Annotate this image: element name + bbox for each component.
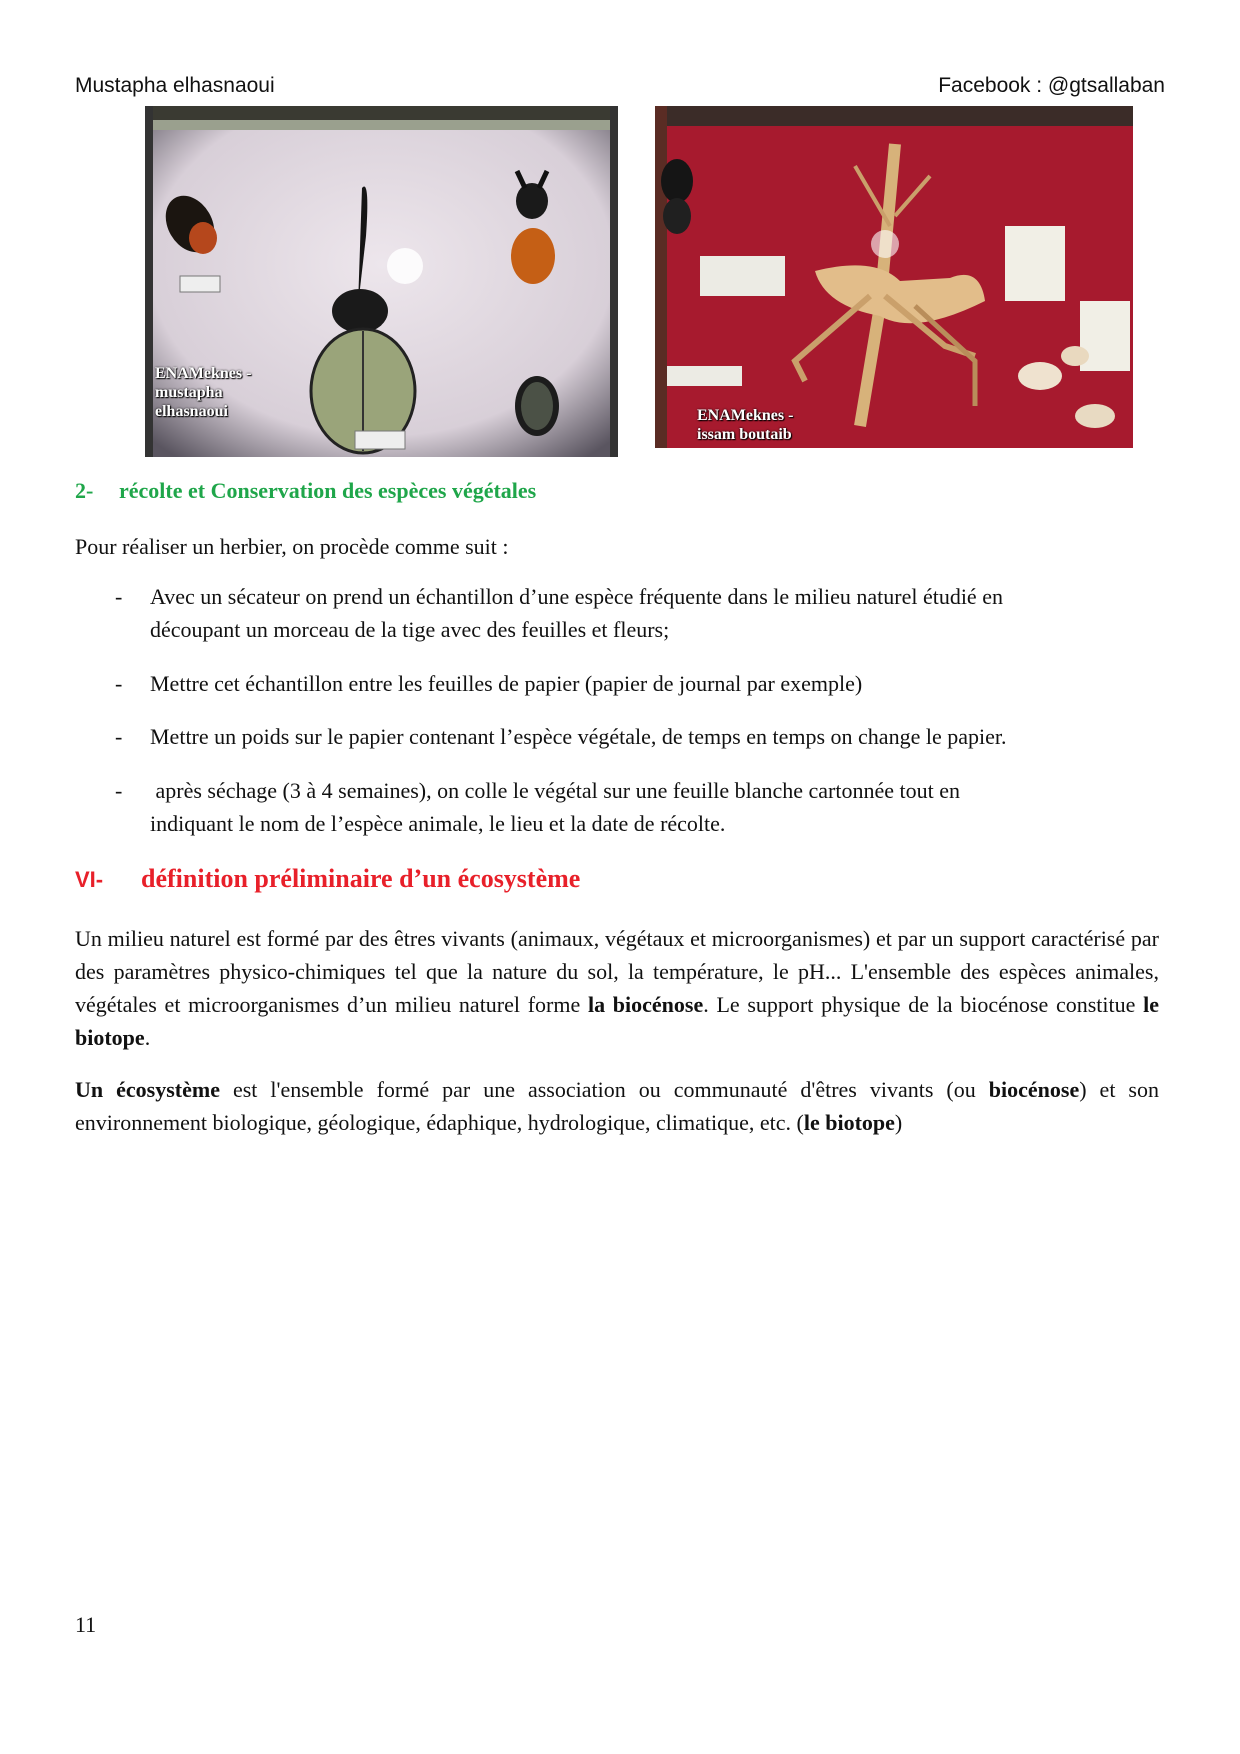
photo-credit-2: ENAMeknes - issam boutaib — [697, 407, 794, 443]
insect-collection-photo — [655, 106, 1133, 448]
insect-collection-image — [655, 106, 1133, 448]
header-contact: Facebook : @gtsallaban — [938, 74, 1165, 97]
section-6-number: VI- — [75, 867, 104, 892]
bullet-dash: - — [115, 724, 123, 749]
beetle-collection-photo — [145, 106, 618, 457]
photo-credit-1: ENAMeknes - mustapha elhasnaoui — [155, 365, 252, 420]
page-number: 11 — [75, 1612, 97, 1637]
bullet-dash: - — [115, 584, 123, 609]
header-author: Mustapha elhasnaoui — [75, 74, 275, 97]
bullet-dash: - — [115, 671, 123, 696]
section-2-heading — [75, 478, 536, 504]
list-item: - Mettre un poids sur le papier contenant l’espèce végétale, de temps en temps on change le papier. — [75, 720, 1159, 753]
herbier-intro: Pour réaliser un herbier, on procède comme suit : — [75, 534, 509, 559]
section-2-title: récolte et Conservation des espèces végétales — [119, 478, 537, 503]
section-2-number: 2- — [75, 478, 94, 503]
section-6-title: définition préliminaire d’un écosystème — [141, 864, 581, 893]
list-item: - Avec un sécateur on prend un échantillon d’une espèce fréquente dans le milieu naturel étudié en découpant un morceau de la tige avec des feuilles et fleurs; — [75, 580, 1159, 646]
milieu-naturel-paragraph: Un milieu naturel est formé par des êtres vivants (animaux, végétaux et microorganismes) et par un support caractérisé par des paramètres physico-chimiques tel que la nature du sol, la température, le pH... L'ensemble des espèces animales, végétales et microorganismes d’un milieu naturel forme la biocénose. Le support physique de la biocénose constitue le biotope. — [75, 926, 1159, 1050]
list-item: - après séchage (3 à 4 semaines), on colle le végétal sur une feuille blanche cartonnée tout en indiquant le nom de l’espèce animale, le lieu et la date de récolte. — [75, 774, 1159, 840]
label-card — [180, 276, 220, 292]
bullet-dash: - — [115, 778, 123, 803]
section-6-heading — [75, 864, 580, 894]
list-item: - Mettre cet échantillon entre les feuilles de papier (papier de journal par exemple) — [75, 667, 1159, 700]
ecosysteme-definition-paragraph: Un écosystème est l'ensemble formé par une association ou communauté d'êtres vivants (ou biocénose) et son environnement biologique, géologique, édaphique, hydrologique, climatique, etc. (le biotope) — [75, 1077, 1159, 1135]
